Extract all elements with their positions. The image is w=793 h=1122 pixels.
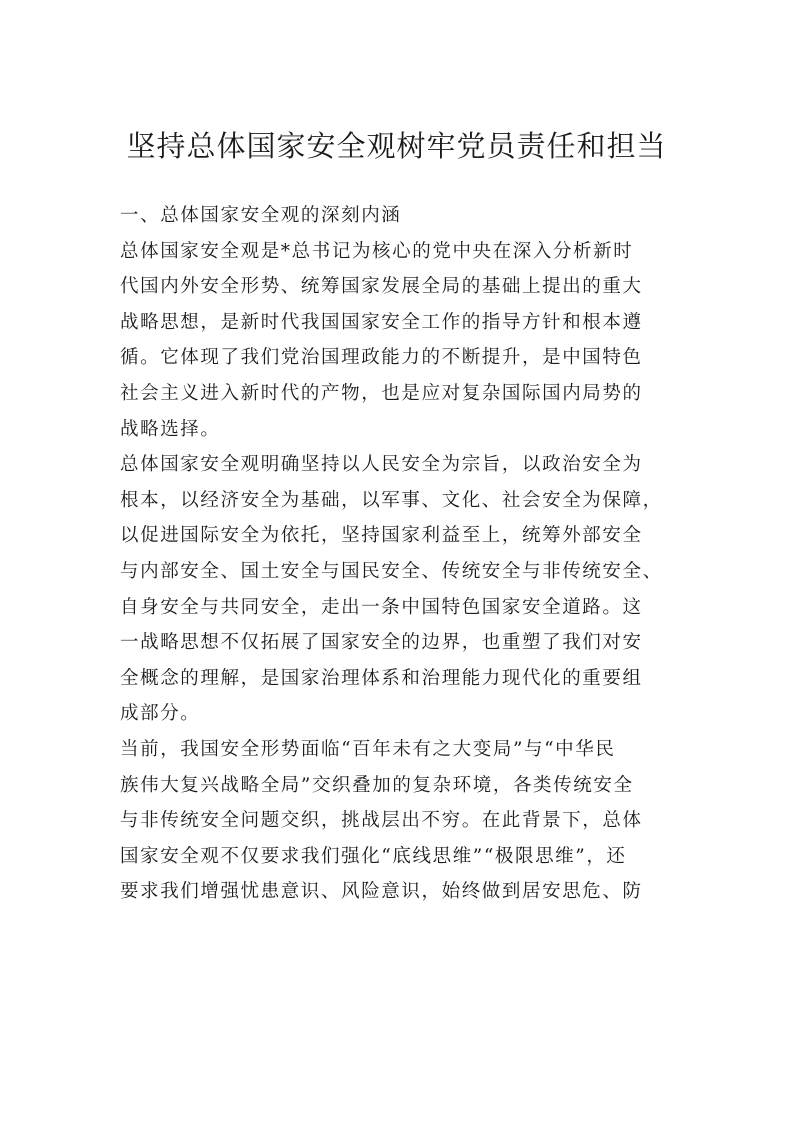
paragraph-line: 以促进国际安全为依托，坚持国家利益至上，统筹外部安全 <box>120 525 643 547</box>
paragraph-line: 战略思想，是新时代我国国家安全工作的指导方针和根本遵 <box>120 311 643 333</box>
paragraph-line: 自身安全与共同安全，走出一条中国特色国家安全道路。这 <box>120 596 643 618</box>
paragraph-line: 族伟大复兴战略全局”交织叠加的复杂环境，各类传统安全 <box>120 774 634 796</box>
paragraph-line: 一战略思想不仅拓展了国家安全的边界，也重塑了我们对安 <box>120 632 643 654</box>
paragraph-line: 代国内外安全形势、统筹国家发展全局的基础上提出的重大 <box>120 276 643 298</box>
paragraph-3 <box>120 732 676 910</box>
document-body <box>120 198 676 910</box>
paragraph-line: 当前，我国安全形势面临“百年未有之大变局”与“中华民 <box>120 738 616 760</box>
document-title: 坚持总体国家安全观树牢党员责任和担当 <box>126 129 667 163</box>
paragraph-line: 与内部安全、国土安全与国民安全、传统安全与非传统安全、 <box>120 560 663 582</box>
paragraph-1 <box>120 234 676 448</box>
paragraph-line: 与非传统安全问题交织，挑战层出不穷。在此背景下，总体 <box>120 810 643 832</box>
section-heading <box>120 198 676 234</box>
paragraph-line: 成部分。 <box>120 703 201 725</box>
section-heading-text: 一、总体国家安全观的深刻内涵 <box>120 205 402 226</box>
paragraph-line: 总体国家安全观明确坚持以人民安全为宗旨，以政治安全为 <box>120 454 643 476</box>
paragraph-line: 总体国家安全观是*总书记为核心的党中央在深入分析新时 <box>120 240 634 262</box>
paragraph-line: 社会主义进入新时代的产物，也是应对复杂国际国内局势的 <box>120 382 643 404</box>
paragraph-line: 要求我们增强忧患意识、风险意识，始终做到居安思危、防 <box>120 881 643 903</box>
paragraph-2 <box>120 447 676 732</box>
paragraph-line: 循。它体现了我们党治国理政能力的不断提升，是中国特色 <box>120 347 643 369</box>
paragraph-line: 国家安全观不仅要求我们强化“底线思维”“极限思维”，还 <box>120 845 627 867</box>
paragraph-line: 全概念的理解，是国家治理体系和治理能力现代化的重要组 <box>120 667 643 689</box>
paragraph-line: 战略选择。 <box>120 418 221 440</box>
paragraph-line: 根本，以经济安全为基础，以军事、文化、社会安全为保障， <box>120 489 663 511</box>
